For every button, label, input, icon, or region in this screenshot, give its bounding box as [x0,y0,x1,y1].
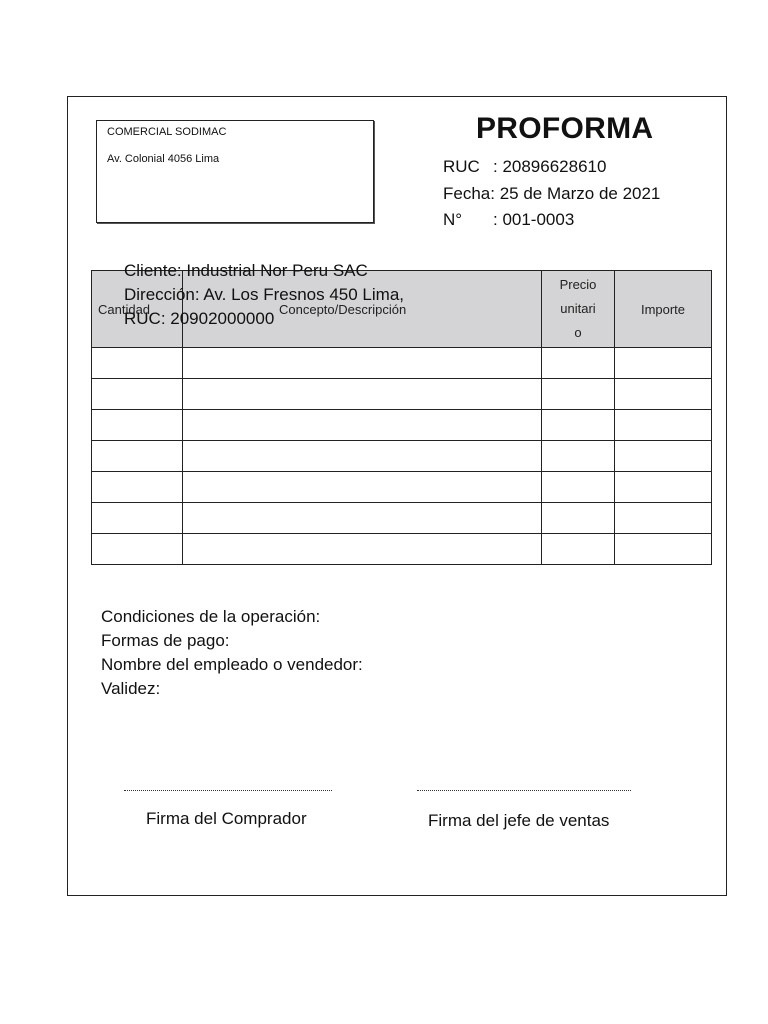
cell-quantity [92,472,183,503]
date-value: 25 de Marzo de 2021 [499,184,661,203]
cell-amount [615,441,712,472]
client-address: Dirección: Av. Los Fresnos 450 Lima, [124,285,405,304]
operation-conditions: Condiciones de la operación: [101,607,321,626]
payment-methods: Formas de pago: [101,631,230,650]
number-label: N° [443,210,463,229]
header-unit-price-line2: unitari [560,301,596,316]
cell-amount [615,472,712,503]
cell-concept [183,534,542,565]
header-amount: Importe [615,271,712,348]
cell-concept [183,348,542,379]
cell-concept [183,379,542,410]
cell-quantity [92,410,183,441]
table-row [92,379,712,410]
company-address: Av. Colonial 4056 Lima [107,153,220,165]
header-quantity: Cantidad [92,271,183,348]
validity: Validez: [101,679,161,698]
cell-concept [183,410,542,441]
cell-unit-price [542,503,615,534]
table-row [92,534,712,565]
employee-name: Nombre del empleado o vendedor: [101,655,363,674]
client-ruc: RUC: 20902000000 [124,309,275,328]
cell-quantity [92,534,183,565]
number-row [443,210,574,230]
ruc-row [443,157,606,177]
header-unit-price-line1: Precio [559,277,597,292]
cell-amount [615,410,712,441]
date-label: Fecha: [443,184,495,203]
table-row [92,441,712,472]
ruc-value: : 20896628610 [493,157,607,176]
cell-unit-price [542,379,615,410]
number-value: : 001-0003 [493,210,575,229]
cell-concept [183,441,542,472]
cell-amount [615,348,712,379]
cell-concept [183,503,542,534]
manager-signature-label: Firma del jefe de ventas [428,811,610,830]
cell-quantity [92,441,183,472]
ruc-label: RUC [443,157,480,176]
cell-unit-price [542,472,615,503]
cell-amount [615,534,712,565]
cell-amount [615,379,712,410]
buyer-signature-line [124,778,332,791]
company-name: COMERCIAL SODIMAC [107,126,227,138]
cell-concept [183,472,542,503]
cell-unit-price [542,348,615,379]
cell-unit-price [542,441,615,472]
cell-quantity [92,379,183,410]
header-concept: Concepto/Descripción [183,271,542,348]
table-row [92,472,712,503]
cell-unit-price [542,534,615,565]
table-row [92,348,712,379]
cell-quantity [92,348,183,379]
cell-unit-price [542,410,615,441]
header-unit-price [542,271,615,348]
document-title: PROFORMA [476,112,654,145]
table-row [92,410,712,441]
table-row [92,503,712,534]
client-name: Cliente: Industrial Nor Peru SAC [124,261,368,280]
company-info-box [96,120,374,223]
cell-amount [615,503,712,534]
cell-quantity [92,503,183,534]
buyer-signature-label: Firma del Comprador [146,809,307,828]
header-unit-price-line3: o [574,325,582,340]
manager-signature-line [417,778,631,791]
date-row [443,184,660,204]
